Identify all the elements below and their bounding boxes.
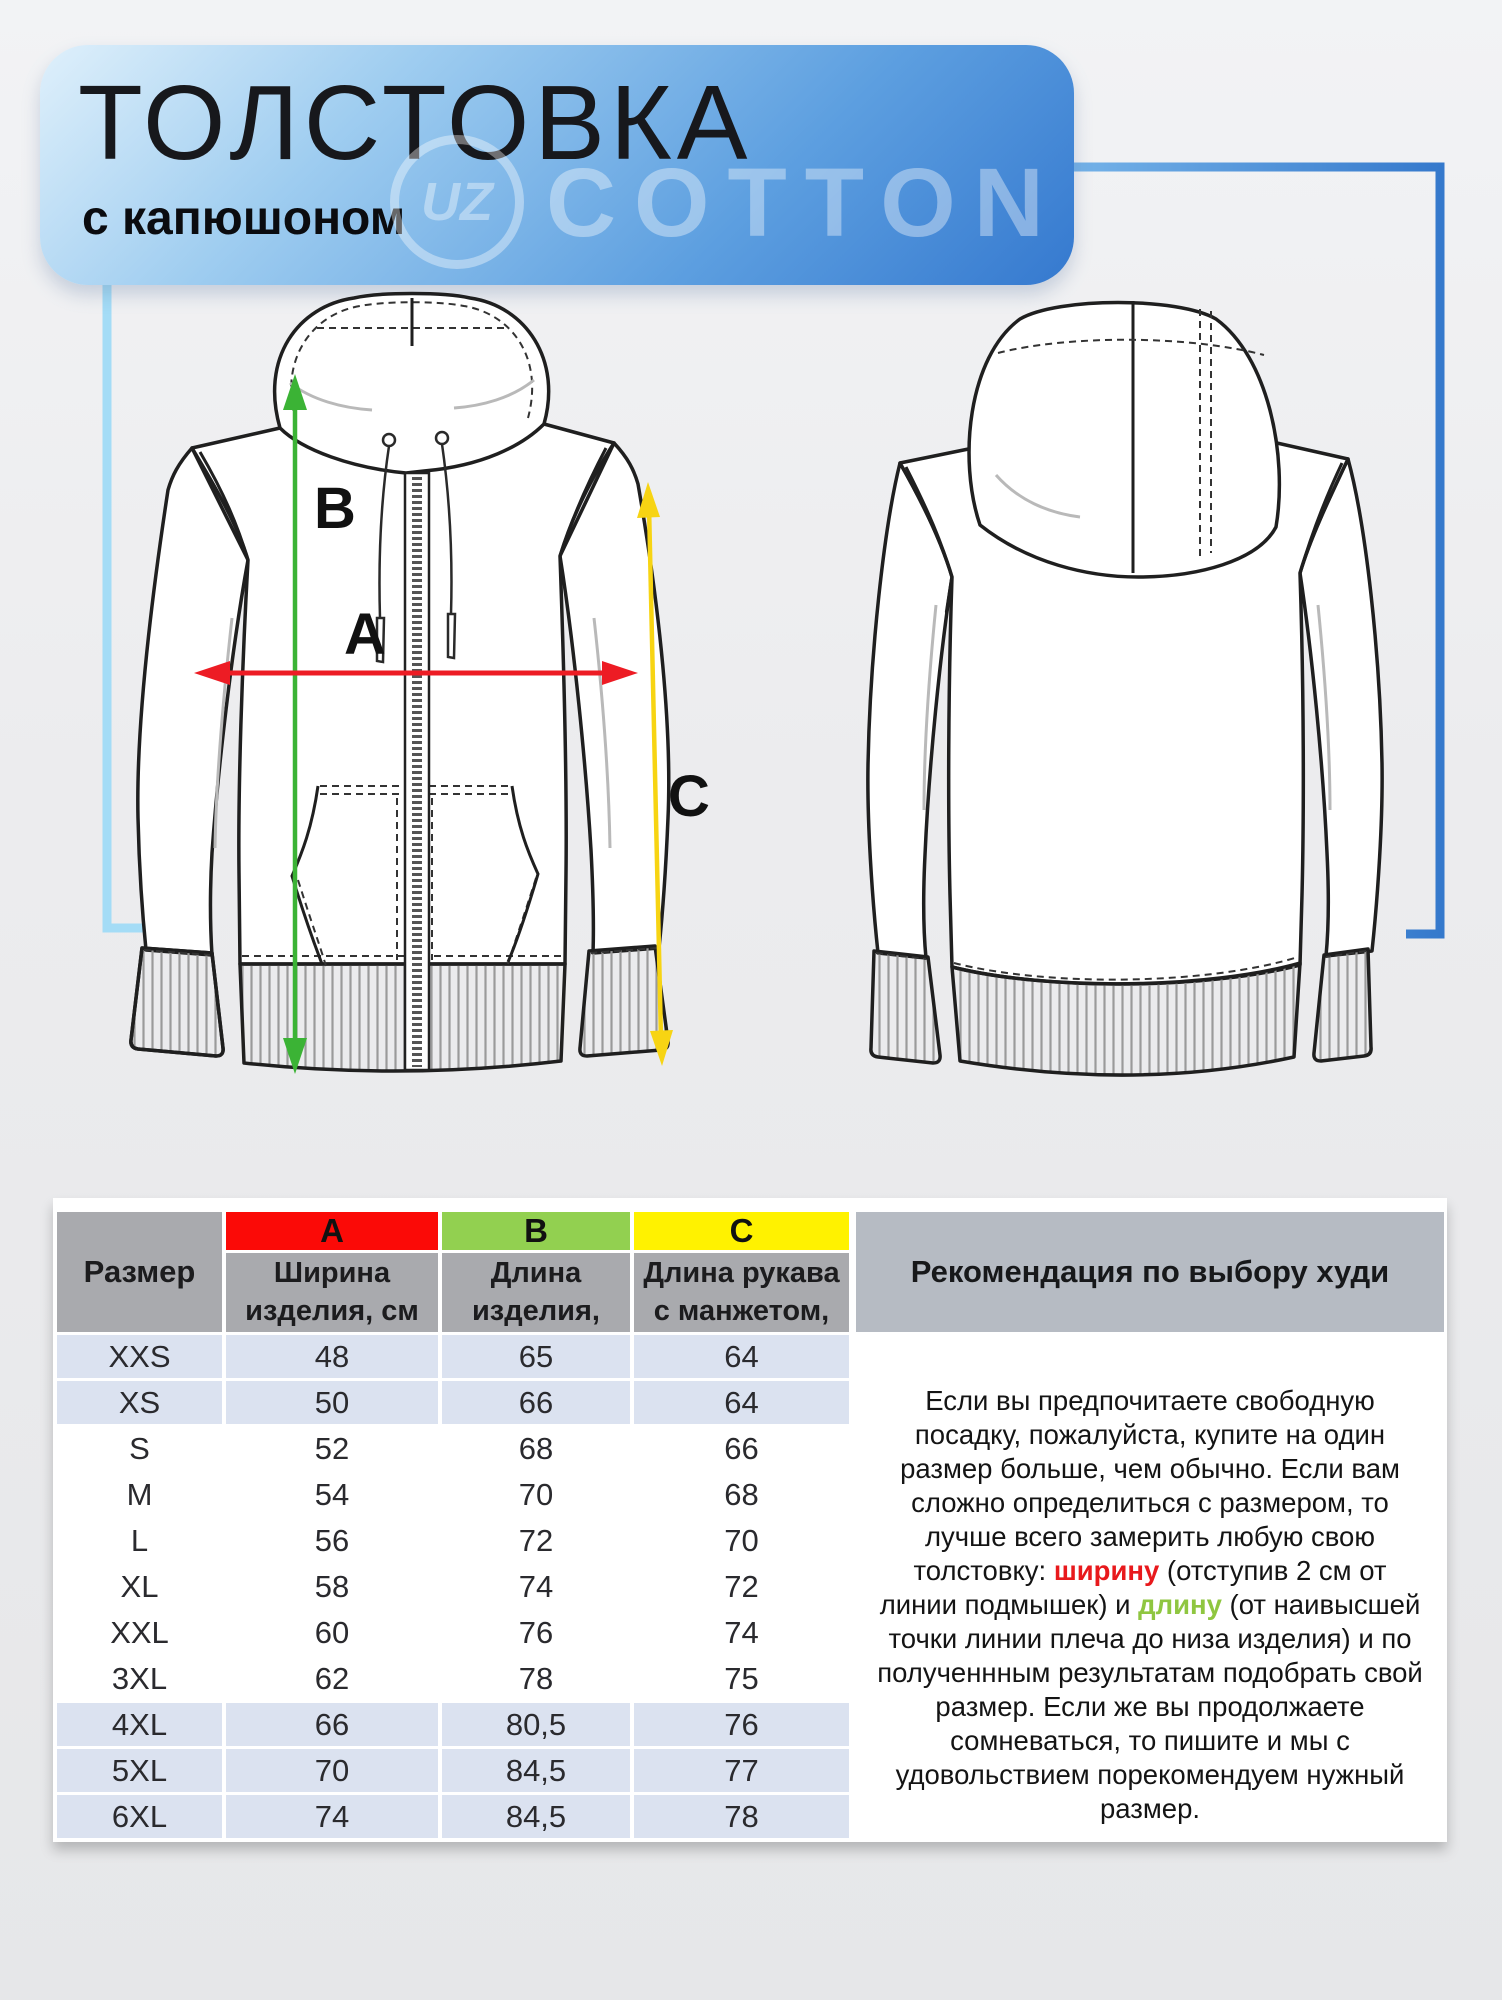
size-table-cell-size: 3XL: [57, 1657, 222, 1700]
header-card: [40, 45, 1074, 285]
size-table: [57, 1212, 849, 1838]
brand-watermark-text: COTTON: [546, 147, 1062, 257]
size-column-header: Размер: [57, 1212, 222, 1332]
size-table-cell-c: 74: [634, 1611, 849, 1654]
column-letter-c: C: [634, 1212, 849, 1250]
column-title-c: Длина рукава с манжетом,: [634, 1253, 849, 1332]
size-table-cell-size: 5XL: [57, 1749, 222, 1792]
recommendation-text: [856, 1332, 1444, 1826]
size-table-cell-c: 72: [634, 1565, 849, 1608]
size-table-cell-a: 48: [226, 1335, 438, 1378]
size-table-cell-c: 70: [634, 1519, 849, 1562]
recommendation-highlight-red: ширину: [1053, 1555, 1160, 1586]
size-table-cell-size: S: [57, 1427, 222, 1470]
size-table-cell-size: XL: [57, 1565, 222, 1608]
size-table-cell-b: 76: [442, 1611, 630, 1654]
size-table-cell-a: 60: [226, 1611, 438, 1654]
size-table-cell-b: 70: [442, 1473, 630, 1516]
size-table-cell-size: 6XL: [57, 1795, 222, 1838]
recommendation-panel: [856, 1212, 1444, 1838]
label-b: B: [314, 476, 356, 541]
recommendation-text-part: Если вы предпочитаете свободную посадку, пожалуйста, купите на один размер больше, чем обычно. Если вам сложно определиться с размером, то лучше всего замерить любую свою толстовку:: [900, 1385, 1400, 1586]
back-left-cuff: [871, 951, 940, 1063]
back-right-cuff: [1314, 949, 1371, 1061]
size-table-cell-size: XXS: [57, 1335, 222, 1378]
recommendation-highlight-green: длину: [1138, 1589, 1222, 1620]
back-hood: [969, 303, 1279, 578]
front-left-sleeve: [138, 448, 248, 955]
size-table-cell-c: 64: [634, 1381, 849, 1424]
size-table-cell-b: 66: [442, 1381, 630, 1424]
front-zipper: [405, 473, 429, 1070]
column-title-b: Длина изделия,: [442, 1253, 630, 1332]
recommendation-text-part: (отступив 2 см от линии подмышек) и: [879, 1555, 1387, 1620]
brand-logo-icon: UZ: [390, 135, 524, 269]
size-table-cell-a: 54: [226, 1473, 438, 1516]
column-title-a: Ширина изделия, см: [226, 1253, 438, 1332]
size-table-cell-b: 74: [442, 1565, 630, 1608]
recommendation-title: Рекомендация по выбору худи: [856, 1212, 1444, 1332]
size-table-cell-a: 58: [226, 1565, 438, 1608]
front-body: [192, 424, 614, 964]
size-table-panel: [53, 1198, 1447, 1842]
page-title: ТОЛСТОВКА: [78, 64, 753, 182]
size-table-cell-c: 77: [634, 1749, 849, 1792]
size-table-cell-c: 75: [634, 1657, 849, 1700]
size-table-cell-size: XXL: [57, 1611, 222, 1654]
label-c: C: [668, 764, 710, 829]
front-left-cuff: [131, 948, 223, 1056]
size-table-cell-a: 52: [226, 1427, 438, 1470]
size-table-cell-b: 65: [442, 1335, 630, 1378]
size-table-cell-c: 78: [634, 1795, 849, 1838]
size-table-cell-b: 80,5: [442, 1703, 630, 1746]
size-table-cell-b: 84,5: [442, 1749, 630, 1792]
size-table-cell-c: 66: [634, 1427, 849, 1470]
hoodie-back-drawing: [848, 295, 1408, 1090]
size-table-cell-a: 74: [226, 1795, 438, 1838]
size-table-cell-b: 84,5: [442, 1795, 630, 1838]
size-table-cell-size: L: [57, 1519, 222, 1562]
size-table-cell-b: 78: [442, 1657, 630, 1700]
size-table-cell-a: 66: [226, 1703, 438, 1746]
column-letter-b: B: [442, 1212, 630, 1250]
size-table-cell-b: 72: [442, 1519, 630, 1562]
size-table-cell-size: 4XL: [57, 1703, 222, 1746]
size-table-cell-size: XS: [57, 1381, 222, 1424]
size-table-cell-a: 70: [226, 1749, 438, 1792]
size-table-cell-c: 76: [634, 1703, 849, 1746]
label-a: A: [344, 602, 386, 667]
size-table-cell-a: 56: [226, 1519, 438, 1562]
size-table-cell-a: 62: [226, 1657, 438, 1700]
hoodie-front-drawing: [112, 288, 712, 1088]
size-table-cell-c: 64: [634, 1335, 849, 1378]
column-letter-a: A: [226, 1212, 438, 1250]
size-table-cell-size: M: [57, 1473, 222, 1516]
page-subtitle: с капюшоном: [82, 192, 406, 245]
size-table-cell-a: 50: [226, 1381, 438, 1424]
size-table-cell-c: 68: [634, 1473, 849, 1516]
recommendation-text-part: (от наивысшей точки линии плеча до низа изделия) и по полученнным результатам подобрать свой размер. Если же вы продолжаете сомневаться, то пишите и мы с удовольствием порекомендуем нужный размер.: [877, 1589, 1423, 1824]
size-table-cell-b: 68: [442, 1427, 630, 1470]
